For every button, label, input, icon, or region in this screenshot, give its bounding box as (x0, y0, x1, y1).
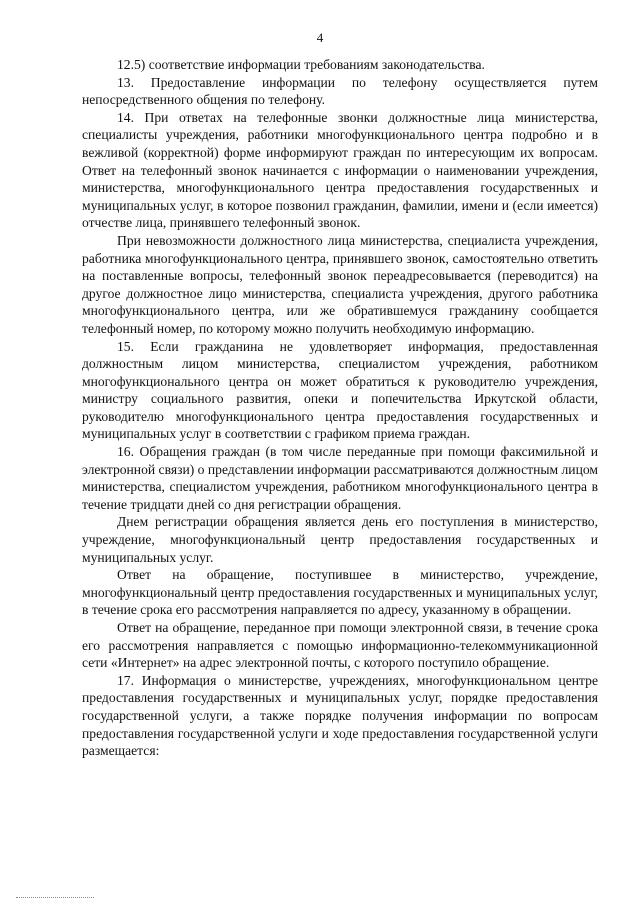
paragraph: Днем регистрации обращения является день его поступления в министерство, учреждение, многофункциональный центр предоставления государственных и муниципальных услуг. (82, 514, 598, 565)
paragraph: При невозможности должностного лица министерства, специалиста учреждения, работника многофункционального центра, принявшего звонок, самостоятельно ответить на поставленные вопросы, телефонный звонок переадресовывается (переводится) на другое должностное лицо министерства, специалиста учреждения, другого работника многофункционального центра, или же обратившемуся гражданину сообщается телефонный номер, по которому можно получить необходимую информацию. (82, 232, 598, 336)
document-body (82, 56, 598, 760)
paragraph: Ответ на обращение, переданное при помощи электронной связи, в течение срока его рассмотрения направляется с помощью информационно-телекоммуникационной сети «Интернет» на адрес электронной почты, с которого поступило обращение. (82, 620, 598, 671)
paragraph: 15. Если гражданина не удовлетворяет информация, предоставленная должностным лицом министерства, специалистом учреждения, работником многофункционального центра он может обратиться к руководителю учреждения, министру социального развития, опеки и попечительства Иркутской области, руководителю многофункционального центра предоставления государственных и муниципальных услуг в соответствии с графиком приема граждан. (82, 338, 598, 442)
page-number: 4 (316, 30, 324, 45)
paragraph: Ответ на обращение, поступившее в министерство, учреждение, многофункциональный центр предоставления государственных и муниципальных услуг, в течение срока его рассмотрения направляется по адресу, указанному в обращении. (82, 567, 598, 618)
paragraph: 12.5) соответствие информации требованиям законодательства. (117, 57, 485, 72)
paragraph: 13. Предоставление информации по телефону осуществляется путем непосредственного общения по телефону. (82, 74, 598, 108)
paragraph: 17. Информация о министерстве, учреждениях, многофункциональном центре предоставления государственных и муниципальных услуг, порядке предоставления государственной услуги, а также порядке получения информации по вопросам предоставления государственной услуги и ходе предоставления государственной услуги размещается: (82, 672, 598, 759)
paragraph: 16. Обращения граждан (в том числе переданные при помощи факсимильной и электронной связи) о представлении информации рассматриваются должностным лицом министерства, специалистом учреждения, работником многофункционального центра в течение тридцати дней со дня регистрации обращения. (82, 444, 598, 512)
paragraph: 14. При ответах на телефонные звонки должностные лица министерства, специалисты учреждения, работники многофункционального центра подробно и в вежливой (корректной) форме информируют граждан по интересующим их вопросам. Ответ на телефонный звонок начинается с информации о наименовании учреждения, министерства, многофункционального центра предоставления государственных и муниципальных услуг, в которое позвонил гражданин, фамилии, имени и (если имеется) отчестве лица, принявшего телефонный звонок. (82, 109, 598, 231)
footer-rule (16, 897, 94, 898)
